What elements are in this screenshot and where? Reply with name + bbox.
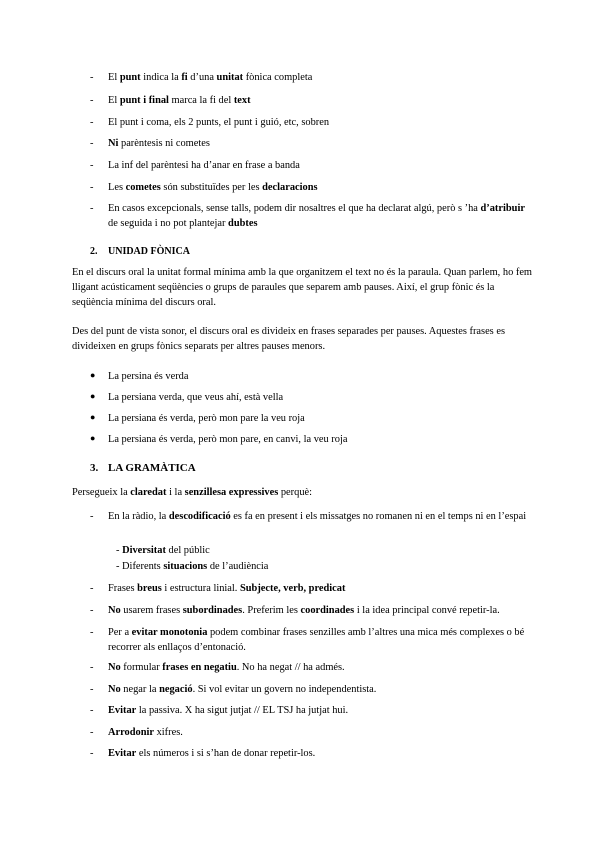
bold-text: situacions — [163, 561, 208, 572]
text-run: En casos excepcionals, sense talls, podem dir nosaltres el que ha declarat algú, però s ’ha — [108, 203, 481, 214]
text-run: i la idea principal convé repetir-la. — [354, 605, 500, 616]
text-run: negar la — [120, 684, 160, 695]
bold-text: unitat — [216, 72, 244, 83]
text-run: perquè: — [278, 487, 313, 498]
list-item-text — [108, 136, 528, 151]
text-run: de l’audiència — [207, 561, 269, 572]
bold-text: Arrodonir — [108, 727, 154, 738]
bold-text: claredat — [130, 487, 167, 498]
bold-text: breus — [137, 583, 162, 594]
text-run: són substituïdes per les — [160, 182, 263, 193]
text-run: podem combinar frases senzilles amb l’altres una mica més complexes o bé recorrer als enllaços d’entonació. — [108, 627, 525, 654]
text-run: La inf del parèntesi ha d’anar en frase a banda — [108, 160, 300, 171]
list-item-text — [108, 180, 528, 195]
text-run: els números i si s’han de donar repetir-los. — [136, 748, 316, 759]
text-run: Les — [108, 182, 126, 193]
text-run: d’una — [187, 72, 217, 83]
dash-marker: - — [90, 705, 94, 716]
bold-text: Diversitat — [122, 545, 166, 556]
list-item-text: La persina és verda — [108, 371, 189, 382]
list-item-text — [108, 581, 528, 596]
dash-marker: - — [90, 662, 94, 673]
dash-marker: - — [90, 138, 94, 149]
list-item-text — [108, 703, 528, 718]
dash-marker: - — [90, 684, 94, 695]
bold-text: frases en negatiu — [162, 662, 237, 673]
list-item-text — [108, 93, 528, 108]
text-run: xifres. — [154, 727, 183, 738]
text-run: de seguida i no pot plantejar — [108, 218, 229, 230]
list-item-text — [108, 509, 528, 524]
section-heading — [90, 245, 190, 260]
text-run: fònica completa — [243, 72, 313, 83]
section-heading — [90, 461, 196, 477]
dash-marker: - — [90, 117, 94, 128]
text-run: i estructura linial. — [161, 583, 240, 594]
bold-text: evitar monotonia — [131, 627, 208, 638]
bold-text: coordinades — [300, 605, 355, 616]
bold-text: Subjecte, verb, predicat — [240, 583, 346, 594]
dash-marker: - — [90, 627, 94, 638]
list-item-text — [108, 625, 528, 655]
bold-text: dubtes — [228, 218, 258, 230]
section-number: 2. — [90, 246, 98, 257]
bold-text: negació — [159, 684, 193, 695]
text-run: - — [116, 545, 123, 556]
text-run: - Diferents — [116, 561, 164, 572]
section-title: UNIDAD FÒNICA — [108, 246, 190, 257]
text-run: Per a — [108, 627, 132, 638]
text-run: es fa en present i els missatges no romanen ni en el temps ni en l’espai — [230, 511, 527, 522]
dash-marker: - — [90, 95, 94, 106]
list-item-text: La persiana és verda, però mon pare la veu roja — [108, 413, 305, 424]
bold-text: descodificació — [168, 511, 231, 522]
list-item-text: La persiana és verda, però mon pare, en canvi, la veu roja — [108, 434, 348, 445]
dash-marker: - — [90, 511, 94, 522]
dash-marker: - — [90, 203, 94, 214]
bold-text: punt i final — [119, 95, 169, 106]
text-run: la passiva. X ha sigut jutjat // EL TSJ ha jutjat hui. — [136, 705, 349, 716]
bold-text: punt — [119, 72, 141, 83]
bullet-icon: ● — [90, 370, 96, 380]
list-item-text — [108, 660, 528, 675]
text-run: formular — [120, 662, 163, 673]
text-run: . Si vol evitar un govern no independentista. — [192, 684, 377, 695]
bold-text: fi — [181, 72, 188, 83]
bullet-icon: ● — [90, 391, 96, 401]
sub-list-item — [116, 543, 210, 558]
text-run: marca la fi del — [168, 95, 234, 106]
text-run: . No ha negat // ha admés. — [236, 662, 345, 673]
dash-marker: - — [90, 160, 94, 171]
paragraph: En el discurs oral la unitat formal mínima amb la que organitzem el text no és la paraula. Quan parlem, ho fem lligant acústicament seqüències o grups de paraules que separem amb pauses. Així, el grup fònic és la seqüència mínima del discurs oral. — [72, 267, 533, 309]
text-run: . Preferim les — [242, 605, 301, 616]
text-run: En la ràdio, la — [108, 511, 169, 522]
sub-list-item — [116, 559, 268, 574]
section-number: 3. — [90, 462, 99, 474]
dash-marker: - — [90, 748, 94, 759]
bold-text: No — [108, 662, 121, 673]
list-item-text — [108, 158, 528, 173]
text-run: usarem frases — [120, 605, 183, 616]
bold-text: Evitar — [108, 748, 137, 759]
dash-marker: - — [90, 605, 94, 616]
dash-marker: - — [90, 72, 94, 83]
bullet-icon: ● — [90, 433, 96, 443]
bold-text: declaracions — [262, 182, 318, 193]
list-item-text: La persiana verda, que veus ahí, està vella — [108, 392, 284, 403]
text-run: parèntesis ni cometes — [118, 138, 210, 149]
bold-text: subordinades — [182, 605, 243, 616]
paragraph — [72, 485, 534, 500]
paragraph: Des del punt de vista sonor, el discurs oral es divideix en frases separades per pauses. Aquestes frases es divideixen en grups fònics separats per altres pauses menors. — [72, 326, 505, 353]
dash-marker: - — [90, 583, 94, 594]
bold-text: Ni — [108, 138, 119, 149]
list-item-text — [108, 746, 528, 761]
list-item-text — [108, 70, 528, 85]
text-run: Persegueix la — [72, 487, 131, 498]
bold-text: cometes — [125, 182, 161, 193]
bold-text: Evitar — [108, 705, 137, 716]
text-run: i la — [166, 487, 185, 498]
bold-text: d’atribuir — [480, 203, 525, 214]
list-item-text — [108, 201, 528, 231]
list-item-text — [108, 682, 528, 697]
section-title: LA GRAMÀTICA — [108, 462, 196, 474]
dash-marker: - — [90, 727, 94, 738]
bold-text: senzillesa expressives — [184, 487, 279, 498]
text-run: del públic — [165, 545, 210, 556]
list-item-text — [108, 725, 528, 740]
bold-text: No — [108, 605, 121, 616]
bold-text: No — [108, 684, 121, 695]
text-run: El — [108, 72, 120, 83]
text-run: El punt i coma, els 2 punts, el punt i guió, etc, sobren — [108, 117, 330, 128]
text-run: indica la — [140, 72, 182, 83]
text-run: El — [108, 95, 120, 106]
bold-text: text — [233, 95, 251, 106]
dash-marker: - — [90, 182, 94, 193]
text-run: Frases — [108, 583, 138, 594]
bullet-icon: ● — [90, 412, 96, 422]
list-item-text — [108, 603, 528, 618]
list-item-text — [108, 115, 528, 130]
